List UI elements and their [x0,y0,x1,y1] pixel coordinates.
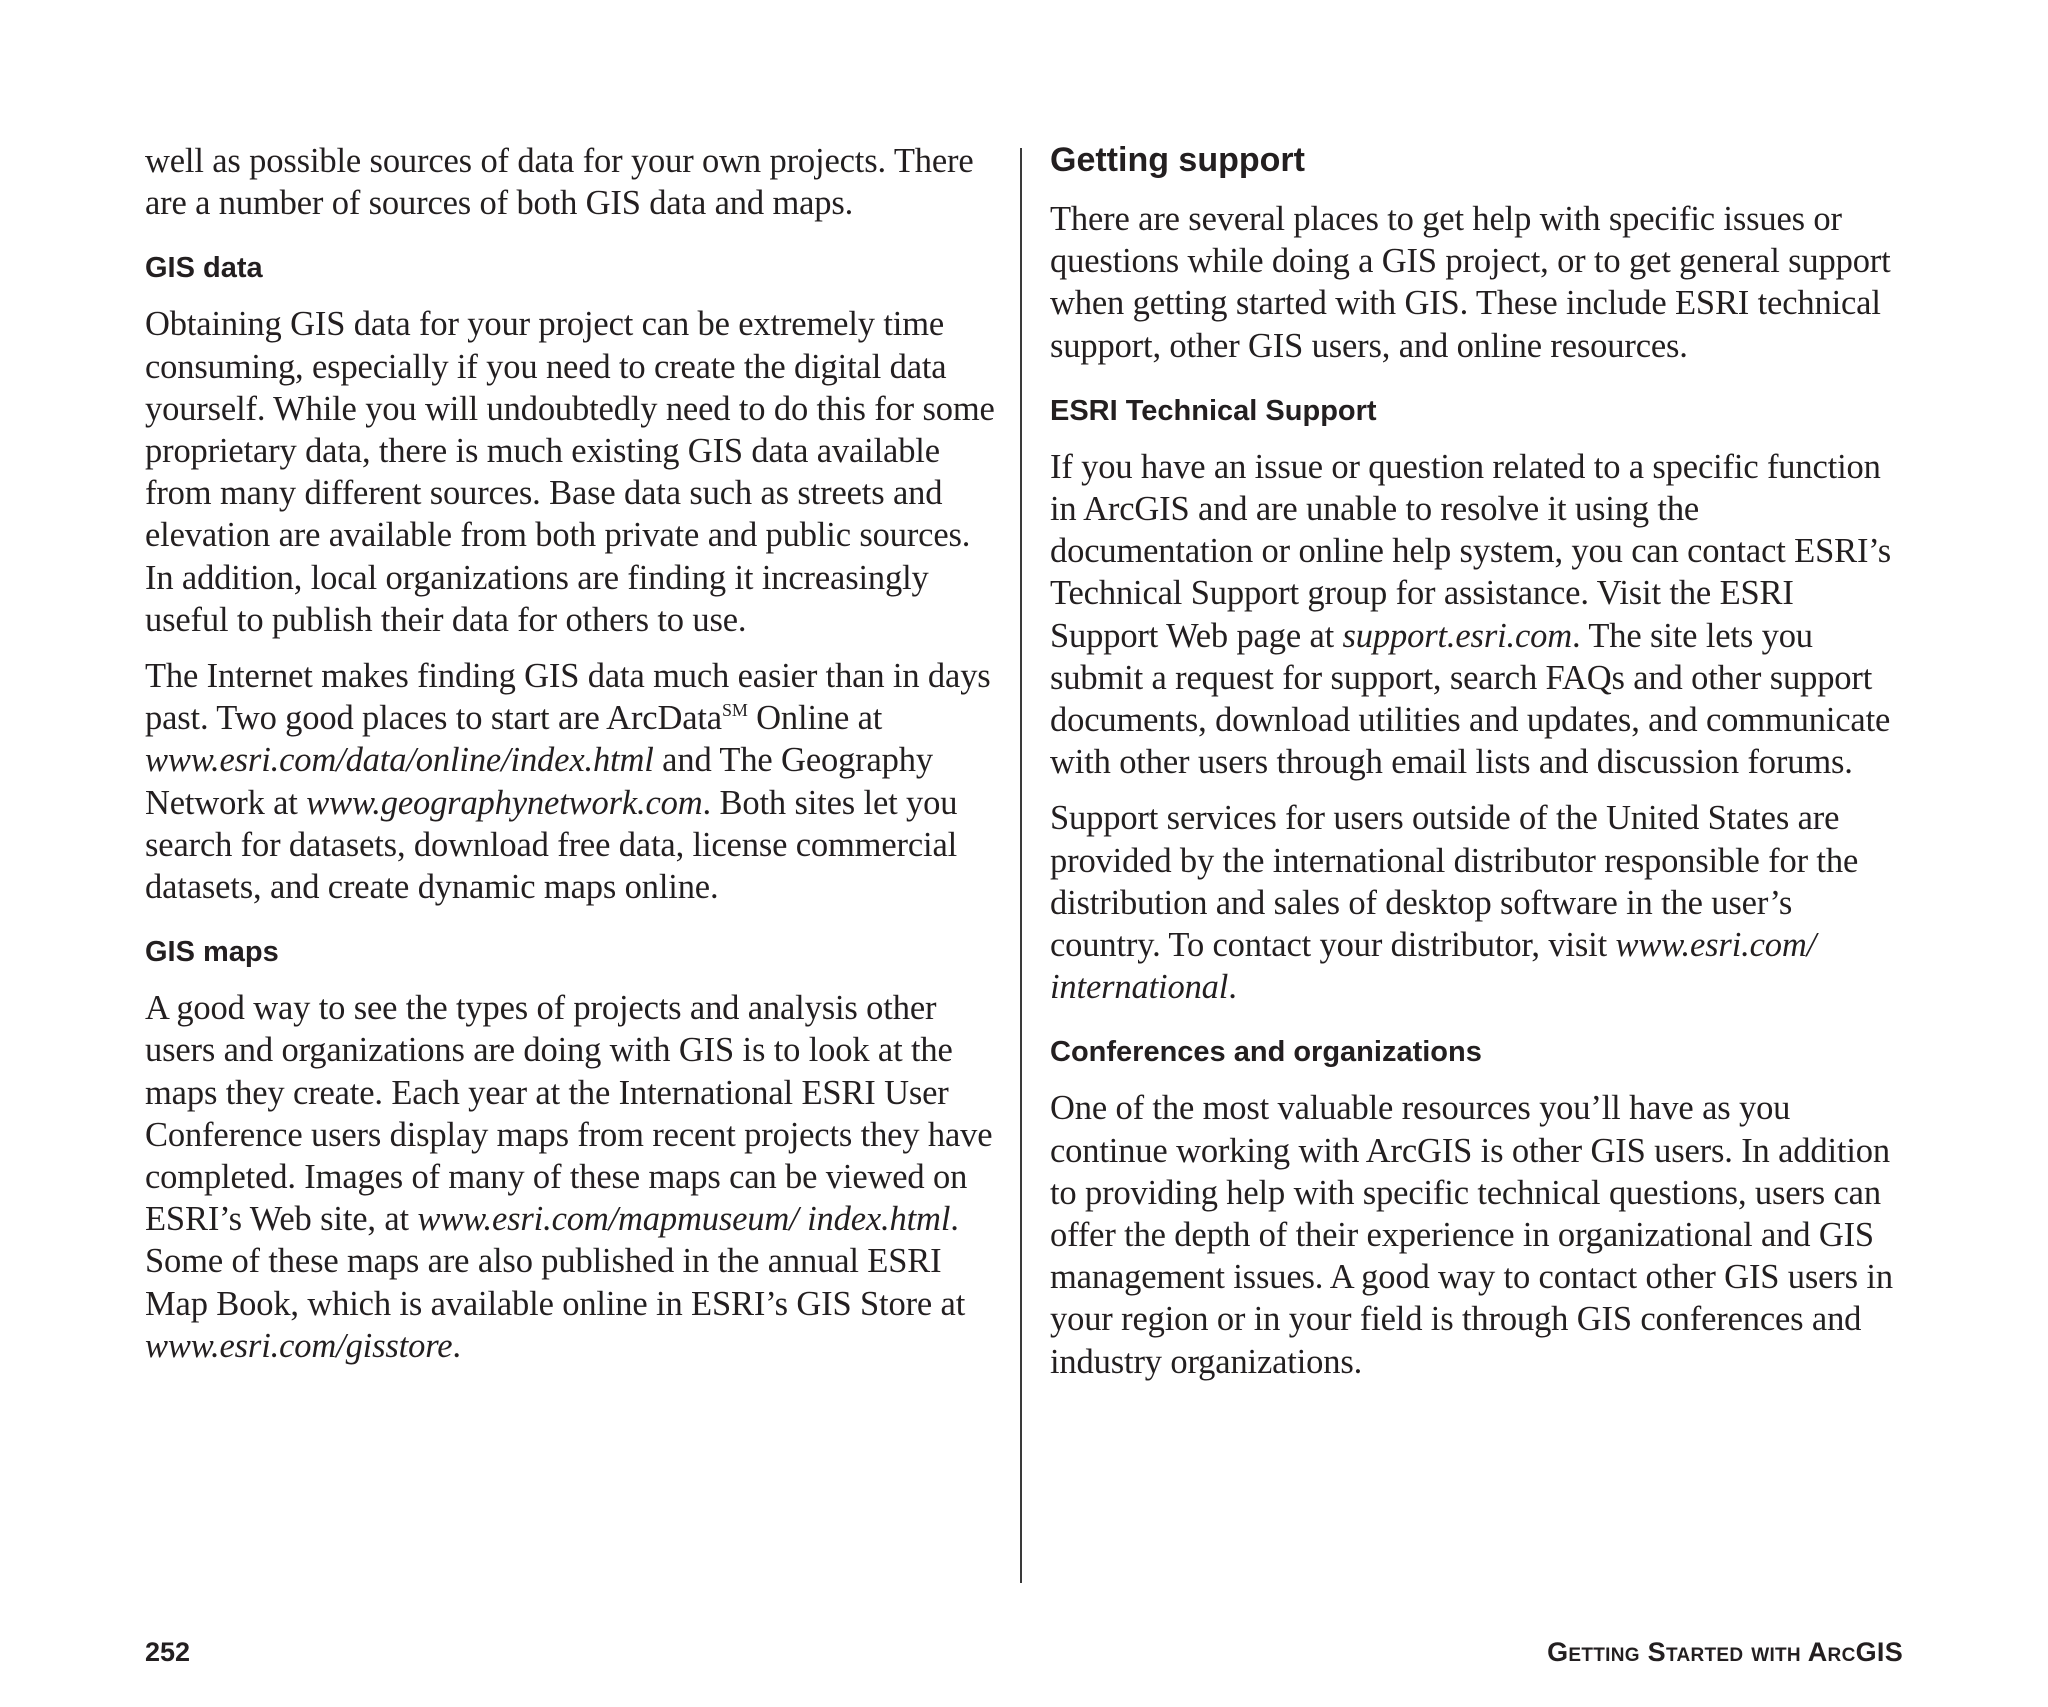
left-column [145,140,1005,1381]
text-span: . [1228,968,1237,1007]
getting-support-paragraph: There are several places to get help with specific issues or questions while doing a GIS project, or to get general support when getting started with GIS. These include ESRI technical support, other GIS users, and online resources. [1050,200,1891,365]
book-title: Getting Started with ArcGIS [1547,1637,1903,1667]
getting-support-heading: Getting support [1050,141,1305,179]
geography-network-url[interactable]: www.geographynetwork.com [306,783,703,822]
gis-maps-paragraph [145,987,1005,1367]
gis-data-paragraph-1: Obtaining GIS data for your project can be extremely time consuming, especially if you need to create the digital data yourself. While you will undoubtedly need to do this for some proprietary data, there is much existing GIS data available from many different sources. Base data such as streets and elevation are available from both private and public sources. In addition, local organizations are finding it increasingly useful to publish their data for others to use. [145,305,995,639]
page-number: 252 [145,1637,191,1667]
gis-data-paragraph-2 [145,655,1005,908]
gis-data-heading: GIS data [145,252,263,285]
support-site-url[interactable]: support.esri.com [1342,616,1573,655]
gis-maps-heading: GIS maps [145,936,279,969]
text-span: . Some of these maps are also published in the annual ESRI Map Book, which is available online in ESRI’s GIS Store at [145,1200,966,1323]
text-span: Support services for users outside of the United States are provided by the international distributor responsible for the distribution and sales of desktop software in the user’s country. To contact your distributor, visit [1050,799,1859,965]
text-span: and The Geography Network at [145,741,933,822]
text-span: Online at [747,699,883,738]
text-span: . [452,1326,461,1365]
international-url[interactable]: www.esri.com/ international [1050,926,1817,1007]
text-span: . Both sites let you search for datasets, download free data, license commercial datasets, and create dynamic maps online. [145,783,958,907]
text-span: . The site lets you submit a request for support, search FAQs and other support documents, download utilities and updates, and communicate with other users through email lists and discussion forums. [1050,616,1891,782]
gis-store-url[interactable]: www.esri.com/gisstore [145,1326,453,1365]
service-mark: SM [721,700,748,721]
intro-paragraph: well as possible sources of data for your own projects. There are a number of sources of both GIS data and maps. [145,142,974,223]
arcdata-online-url[interactable]: www.esri.com/data/online/index.html [145,741,654,780]
column-divider [1020,148,1022,1583]
esri-support-heading: ESRI Technical Support [1050,394,1377,427]
text-span: The Internet makes finding GIS data much easier than in days past. Two good places to start are ArcData [145,657,991,738]
esri-support-paragraph-1 [1050,446,1910,784]
conferences-paragraph: One of the most valuable resources you’ll have as you continue working with ArcGIS is other GIS users. In addition to providing help with specific technical questions, users can offer the depth of their experience in organizational and GIS management issues. A good way to contact other GIS users in your region or in your field is through GIS conferences and industry organizations. [1050,1089,1893,1381]
map-museum-url[interactable]: www.esri.com/mapmuseum/ index.html [417,1200,951,1239]
text-span: A good way to see the types of projects and analysis other users and organizations are doing with GIS is to look at the maps they create. Each year at the International ESRI User Conference users display maps from recent projects they have completed. Images of many of these maps can be viewed on ESRI’s Web site, at [145,989,993,1239]
text-span: If you have an issue or question related to a specific function in ArcGIS and are unable to resolve it using the documentation or online help system, you can contact ESRI’s Technical Support group for assistance. Visit the ESRI Support Web page at [1050,447,1892,655]
esri-support-paragraph-2 [1050,797,1910,1008]
conferences-heading: Conferences and organizations [1050,1036,1482,1069]
right-column [1050,140,1910,1397]
